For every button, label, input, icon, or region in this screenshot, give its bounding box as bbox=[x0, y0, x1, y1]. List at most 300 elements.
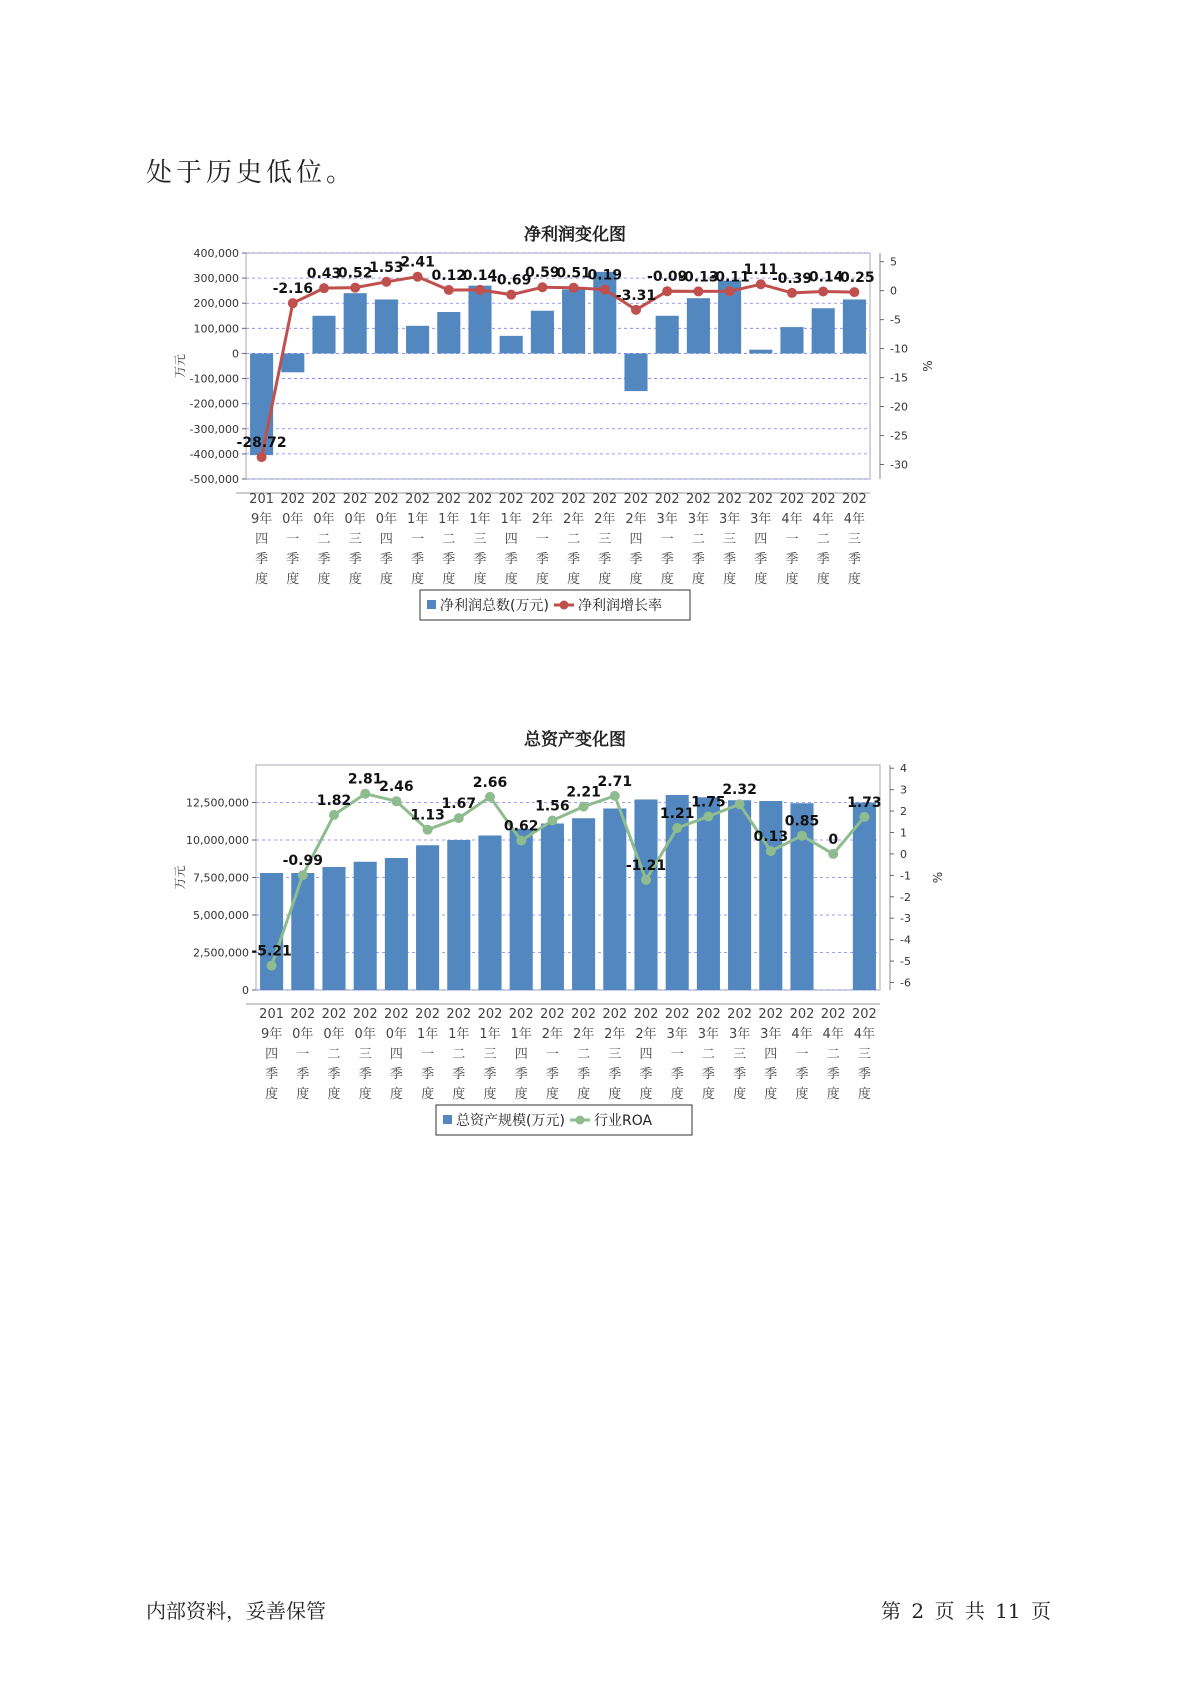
x-category-part: 二 bbox=[701, 1047, 715, 1062]
x-category-part: 一 bbox=[660, 532, 674, 547]
legend-line-marker bbox=[576, 1116, 585, 1125]
x-category-part: 度 bbox=[670, 1087, 684, 1102]
data-label: 1.73 bbox=[847, 794, 882, 811]
x-category-label bbox=[780, 492, 805, 587]
x-category-label bbox=[343, 492, 368, 587]
x-category-part: 度 bbox=[785, 572, 799, 587]
x-category-label bbox=[468, 492, 493, 587]
y-right-tick-label: -2 bbox=[900, 890, 911, 904]
x-category-part: 202 bbox=[539, 1007, 565, 1022]
line-point bbox=[423, 825, 433, 835]
bar bbox=[322, 867, 345, 990]
data-label: 2.21 bbox=[566, 784, 601, 801]
y-right-tick-label: 5 bbox=[890, 255, 897, 269]
x-category-part: 度 bbox=[348, 572, 362, 587]
x-category-label bbox=[405, 492, 430, 587]
x-category-part: 季 bbox=[411, 552, 425, 567]
x-category-part: 四 bbox=[639, 1047, 653, 1062]
x-category-part: 二 bbox=[816, 532, 830, 547]
x-category-part: 度 bbox=[847, 572, 861, 587]
x-category-part: 季 bbox=[691, 552, 705, 567]
x-category-label bbox=[811, 492, 836, 587]
x-category-part: 202 bbox=[789, 1007, 815, 1022]
bar bbox=[406, 326, 429, 354]
x-category-part: 季 bbox=[795, 1067, 809, 1082]
data-label: 0.12 bbox=[431, 267, 467, 284]
x-category-part: 季 bbox=[764, 1067, 778, 1082]
net-profit-chart bbox=[170, 220, 960, 680]
data-label: -0.13 bbox=[678, 269, 719, 286]
x-category-part: 202 bbox=[311, 492, 337, 507]
bar bbox=[260, 873, 283, 990]
line-point bbox=[569, 283, 579, 293]
data-label: -2.16 bbox=[272, 281, 313, 298]
x-category-part: 202 bbox=[405, 492, 431, 507]
line-point bbox=[828, 849, 838, 859]
x-category-part: 季 bbox=[733, 1067, 747, 1082]
legend bbox=[420, 590, 690, 620]
x-category-part: 一 bbox=[296, 1047, 310, 1062]
x-category-part: 202 bbox=[602, 1007, 628, 1022]
x-category-part: 1年 bbox=[479, 1027, 501, 1042]
x-category-part: 三 bbox=[723, 532, 737, 547]
x-category-label bbox=[290, 1007, 315, 1102]
y-right-tick-label: -25 bbox=[890, 429, 908, 443]
y-left-tick-label: 7,500,000 bbox=[193, 871, 249, 885]
x-category-part: 度 bbox=[473, 572, 487, 587]
y-right-label: % bbox=[931, 871, 945, 884]
x-category-label bbox=[592, 492, 617, 587]
y-left-tick-label: 0 bbox=[232, 347, 239, 361]
x-category-label bbox=[249, 492, 274, 587]
x-category-part: 度 bbox=[379, 572, 393, 587]
x-category-part: 3年 bbox=[728, 1027, 751, 1042]
y-left-tick-label: 300,000 bbox=[193, 272, 239, 286]
intro-text: 处于历史低位。 bbox=[146, 158, 357, 188]
y-right-tick-label: -6 bbox=[900, 976, 911, 990]
x-category-part: 季 bbox=[421, 1067, 435, 1082]
y-left-tick-label: -400,000 bbox=[189, 447, 239, 461]
x-category-part: 季 bbox=[286, 552, 300, 567]
x-category-part: 0年 bbox=[354, 1027, 376, 1042]
x-category-part: 202 bbox=[321, 1007, 347, 1022]
x-category-part: 2年 bbox=[594, 512, 616, 527]
data-label: 0.14 bbox=[462, 267, 498, 284]
bar bbox=[728, 800, 751, 990]
x-category-label bbox=[540, 1007, 565, 1102]
line-point bbox=[475, 285, 485, 295]
legend-line-label: 净利润增长率 bbox=[578, 598, 662, 614]
data-label: 0.85 bbox=[784, 813, 820, 830]
bar bbox=[572, 818, 595, 990]
x-category-label bbox=[353, 1007, 378, 1102]
data-label: -28.72 bbox=[236, 435, 287, 452]
x-category-part: 3年 bbox=[666, 1027, 688, 1042]
y-left-tick-label: -100,000 bbox=[189, 372, 239, 386]
x-category-part: 度 bbox=[723, 572, 737, 587]
x-category-part: 4年 bbox=[843, 512, 866, 527]
x-category-part: 1年 bbox=[406, 512, 429, 527]
data-label: -0.14 bbox=[803, 269, 844, 286]
x-category-part: 度 bbox=[535, 572, 549, 587]
data-label: 2.41 bbox=[400, 254, 435, 271]
x-category-part: 0年 bbox=[385, 1027, 408, 1042]
x-category-part: 4年 bbox=[812, 512, 834, 527]
data-label: 1.11 bbox=[743, 262, 779, 279]
x-category-label bbox=[727, 1007, 752, 1102]
x-category-part: 度 bbox=[691, 572, 705, 587]
bar bbox=[624, 353, 647, 391]
x-category-part: 4年 bbox=[781, 512, 803, 527]
x-category-part: 度 bbox=[255, 572, 269, 587]
y-left-tick-label: 0 bbox=[242, 984, 249, 997]
x-category-part: 季 bbox=[785, 552, 799, 567]
x-category-part: 202 bbox=[477, 1007, 503, 1022]
x-category-part: 度 bbox=[421, 1087, 435, 1102]
x-category-part: 四 bbox=[754, 532, 768, 547]
x-category-part: 二 bbox=[691, 532, 705, 547]
line-point bbox=[350, 283, 360, 293]
line-point bbox=[797, 831, 807, 841]
x-category-part: 4年 bbox=[853, 1027, 876, 1042]
x-category-part: 度 bbox=[265, 1087, 279, 1102]
bar bbox=[281, 353, 304, 372]
x-category-label bbox=[280, 492, 305, 587]
x-category-label bbox=[602, 1007, 627, 1102]
line-point bbox=[735, 799, 745, 809]
line-point bbox=[818, 286, 828, 296]
line-point bbox=[725, 286, 735, 296]
data-label: 0.51 bbox=[556, 265, 591, 282]
line-point bbox=[693, 286, 703, 296]
x-category-part: 一 bbox=[670, 1047, 684, 1062]
x-category-part: 202 bbox=[654, 492, 680, 507]
x-category-part: 度 bbox=[545, 1087, 559, 1102]
x-category-part: 202 bbox=[820, 1007, 846, 1022]
x-category-part: 202 bbox=[748, 492, 774, 507]
bar bbox=[385, 858, 408, 990]
bar bbox=[541, 824, 564, 991]
x-category-part: 202 bbox=[633, 1007, 659, 1022]
x-category-part: 4年 bbox=[822, 1027, 844, 1042]
x-category-part: 3年 bbox=[718, 512, 741, 527]
x-category-part: 202 bbox=[623, 492, 649, 507]
line-point bbox=[454, 813, 464, 823]
line-point bbox=[391, 796, 401, 806]
data-label: 0.19 bbox=[587, 267, 623, 284]
y-right-tick-label: -5 bbox=[890, 313, 901, 327]
x-category-part: 度 bbox=[514, 1087, 528, 1102]
x-category-part: 一 bbox=[795, 1047, 809, 1062]
line-point bbox=[381, 277, 391, 287]
x-category-part: 202 bbox=[727, 1007, 753, 1022]
x-category-part: 202 bbox=[592, 492, 618, 507]
data-label: 1.56 bbox=[535, 798, 570, 815]
y-right-tick-label: 1 bbox=[900, 826, 907, 840]
data-label: -0.09 bbox=[647, 269, 688, 286]
y-right-tick-label: -4 bbox=[900, 933, 911, 947]
x-category-part: 三 bbox=[608, 1047, 622, 1062]
chart-title: 净利润变化图 bbox=[524, 225, 626, 245]
line-point bbox=[485, 792, 495, 802]
legend-bar-swatch bbox=[443, 1115, 452, 1124]
x-category-part: 度 bbox=[442, 572, 456, 587]
x-category-part: 季 bbox=[608, 1067, 622, 1082]
data-label: 0.52 bbox=[337, 265, 373, 282]
data-label: -5.21 bbox=[251, 943, 292, 960]
line-point bbox=[766, 846, 776, 856]
line-point bbox=[288, 298, 298, 308]
x-category-label bbox=[717, 492, 742, 587]
x-category-part: 0年 bbox=[313, 512, 335, 527]
data-label: -0.69 bbox=[491, 272, 532, 289]
x-category-part: 2年 bbox=[604, 1027, 626, 1042]
data-label: 0.43 bbox=[306, 266, 342, 283]
data-label: -0.39 bbox=[771, 270, 813, 287]
line-point bbox=[672, 823, 682, 833]
x-category-part: 季 bbox=[598, 552, 612, 567]
y-left-tick-label: 200,000 bbox=[193, 297, 239, 311]
x-category-part: 度 bbox=[629, 572, 643, 587]
x-category-part: 度 bbox=[296, 1087, 310, 1102]
x-category-part: 季 bbox=[442, 552, 456, 567]
x-category-part: 度 bbox=[317, 572, 331, 587]
line-point bbox=[444, 285, 454, 295]
x-category-part: 三 bbox=[733, 1047, 747, 1062]
x-category-part: 度 bbox=[816, 572, 830, 587]
x-category-label bbox=[259, 1007, 284, 1102]
x-category-part: 度 bbox=[733, 1087, 747, 1102]
x-category-part: 1年 bbox=[510, 1027, 532, 1042]
x-category-part: 2年 bbox=[572, 1027, 595, 1042]
line-point bbox=[579, 802, 589, 812]
y-right-tick-label: -10 bbox=[890, 342, 908, 356]
x-category-part: 三 bbox=[847, 532, 861, 547]
x-category-part: 四 bbox=[514, 1047, 528, 1062]
y-right-tick-label: -1 bbox=[900, 869, 911, 883]
x-category-part: 季 bbox=[514, 1067, 528, 1082]
bar bbox=[468, 286, 491, 354]
y-right-tick-label: -20 bbox=[890, 400, 908, 414]
x-category-part: 度 bbox=[358, 1087, 372, 1102]
bar bbox=[593, 272, 616, 354]
x-category-part: 季 bbox=[567, 552, 581, 567]
data-label: -0.25 bbox=[834, 270, 875, 287]
y-right-tick-label: -15 bbox=[890, 371, 908, 385]
data-label: -0.99 bbox=[282, 853, 323, 870]
x-category-part: 3年 bbox=[687, 512, 710, 527]
y-right-tick-label: 4 bbox=[900, 762, 907, 776]
data-label: 1.21 bbox=[659, 806, 695, 822]
x-category-part: 2年 bbox=[562, 512, 585, 527]
x-category-part: 度 bbox=[483, 1087, 497, 1102]
x-category-part: 3年 bbox=[750, 512, 772, 527]
x-category-label bbox=[374, 492, 399, 587]
data-label: 0 bbox=[828, 831, 839, 848]
x-category-part: 202 bbox=[280, 492, 306, 507]
x-category-part: 9年 bbox=[250, 512, 273, 527]
bar bbox=[375, 299, 398, 353]
x-category-label bbox=[748, 492, 773, 587]
x-category-part: 202 bbox=[467, 492, 493, 507]
chart-svg bbox=[170, 725, 960, 1185]
x-category-part: 度 bbox=[452, 1087, 466, 1102]
x-category-part: 二 bbox=[317, 532, 331, 547]
x-category-part: 2年 bbox=[625, 512, 647, 527]
x-category-part: 季 bbox=[577, 1067, 591, 1082]
x-category-part: 二 bbox=[442, 532, 456, 547]
x-category-part: 四 bbox=[265, 1047, 279, 1062]
x-category-part: 四 bbox=[764, 1047, 778, 1062]
line-point bbox=[506, 290, 516, 300]
x-category-part: 1年 bbox=[438, 512, 460, 527]
x-category-label bbox=[384, 1007, 409, 1102]
bar bbox=[843, 299, 866, 353]
x-category-part: 202 bbox=[373, 492, 399, 507]
x-category-label bbox=[624, 492, 649, 587]
x-category-label bbox=[436, 492, 461, 587]
x-category-part: 1年 bbox=[416, 1027, 439, 1042]
data-label: -1.21 bbox=[625, 857, 667, 874]
x-category-part: 季 bbox=[629, 552, 643, 567]
x-category-part: 季 bbox=[296, 1067, 310, 1082]
x-category-part: 一 bbox=[545, 1047, 559, 1062]
y-left-tick-label: 2,500,000 bbox=[193, 946, 249, 960]
bar bbox=[312, 316, 335, 354]
x-category-part: 三 bbox=[598, 532, 612, 547]
x-category-part: 0年 bbox=[282, 512, 304, 527]
bar bbox=[510, 829, 533, 990]
line-point bbox=[610, 791, 620, 801]
x-category-part: 一 bbox=[286, 532, 300, 547]
x-category-label bbox=[842, 492, 867, 587]
line-point bbox=[257, 452, 267, 462]
x-category-part: 度 bbox=[598, 572, 612, 587]
y-right-tick-label: -3 bbox=[900, 912, 911, 926]
x-category-part: 202 bbox=[758, 1007, 784, 1022]
line-point bbox=[849, 287, 859, 297]
bar bbox=[697, 797, 720, 990]
y-right-tick-label: -5 bbox=[900, 955, 911, 969]
bar bbox=[853, 803, 876, 991]
x-category-part: 四 bbox=[379, 532, 393, 547]
line-point bbox=[267, 961, 277, 971]
x-category-part: 四 bbox=[389, 1047, 403, 1062]
x-category-part: 度 bbox=[857, 1087, 871, 1102]
x-category-part: 202 bbox=[529, 492, 555, 507]
x-category-part: 二 bbox=[826, 1047, 840, 1062]
x-category-part: 2年 bbox=[531, 512, 554, 527]
y-right-tick-label: 0 bbox=[900, 847, 907, 861]
line-point bbox=[703, 811, 713, 821]
x-category-part: 9年 bbox=[260, 1027, 283, 1042]
y-right-tick-label: -30 bbox=[890, 458, 908, 472]
x-category-part: 四 bbox=[629, 532, 643, 547]
y-right-label: % bbox=[921, 360, 935, 372]
x-category-part: 度 bbox=[286, 572, 300, 587]
line-point bbox=[537, 282, 547, 292]
x-category-part: 季 bbox=[701, 1067, 715, 1082]
x-category-part: 202 bbox=[810, 492, 836, 507]
x-category-part: 季 bbox=[265, 1067, 279, 1082]
x-category-part: 度 bbox=[795, 1087, 809, 1102]
chart-svg bbox=[170, 220, 960, 680]
x-category-part: 0年 bbox=[292, 1027, 314, 1042]
x-category-label bbox=[571, 1007, 596, 1102]
x-category-label bbox=[790, 1007, 815, 1102]
x-category-part: 202 bbox=[415, 1007, 441, 1022]
data-label: 1.82 bbox=[316, 792, 352, 809]
x-category-part: 4年 bbox=[791, 1027, 813, 1042]
bar bbox=[687, 298, 710, 353]
x-category-part: 度 bbox=[504, 572, 518, 587]
x-category-part: 202 bbox=[446, 1007, 472, 1022]
x-category-part: 度 bbox=[389, 1087, 403, 1102]
x-category-part: 度 bbox=[608, 1087, 622, 1102]
x-category-part: 季 bbox=[255, 552, 269, 567]
x-category-part: 202 bbox=[498, 492, 524, 507]
bar bbox=[437, 312, 460, 353]
x-category-label bbox=[852, 1007, 877, 1102]
x-category-part: 一 bbox=[411, 532, 425, 547]
x-category-label bbox=[509, 1007, 534, 1102]
data-label: 2.81 bbox=[347, 771, 383, 788]
x-category-part: 季 bbox=[857, 1067, 871, 1082]
footer-left: 内部资料，妥善保管 bbox=[146, 1599, 326, 1623]
line-point bbox=[787, 288, 797, 298]
x-category-label bbox=[499, 492, 524, 587]
x-category-part: 202 bbox=[717, 492, 743, 507]
line-point bbox=[547, 816, 557, 826]
line-point bbox=[319, 283, 329, 293]
x-category-part: 度 bbox=[660, 572, 674, 587]
x-category-part: 三 bbox=[483, 1047, 497, 1062]
x-category-part: 二 bbox=[577, 1047, 591, 1062]
x-category-part: 一 bbox=[421, 1047, 435, 1062]
data-label: 0.13 bbox=[753, 829, 789, 846]
bar bbox=[291, 873, 314, 990]
bar bbox=[344, 293, 367, 353]
x-category-part: 度 bbox=[567, 572, 581, 587]
x-category-part: 三 bbox=[358, 1047, 372, 1062]
bar bbox=[812, 308, 835, 353]
line-point bbox=[298, 870, 308, 880]
data-label: 1.13 bbox=[410, 807, 445, 824]
legend-bar-swatch bbox=[427, 600, 436, 609]
x-category-part: 季 bbox=[504, 552, 518, 567]
legend-bar-label: 总资产规模(万元) bbox=[456, 1113, 565, 1129]
x-category-part: 0年 bbox=[344, 512, 366, 527]
x-category-label bbox=[655, 492, 680, 587]
x-category-part: 季 bbox=[535, 552, 549, 567]
x-category-part: 季 bbox=[317, 552, 331, 567]
x-category-part: 四 bbox=[504, 532, 518, 547]
y-left-label: 万元 bbox=[173, 865, 187, 890]
bar bbox=[447, 840, 470, 990]
x-category-part: 度 bbox=[826, 1087, 840, 1102]
bar bbox=[478, 836, 501, 991]
x-category-part: 四 bbox=[255, 532, 269, 547]
line-point bbox=[413, 272, 423, 282]
legend bbox=[436, 1105, 692, 1135]
x-category-part: 季 bbox=[816, 552, 830, 567]
x-category-part: 202 bbox=[561, 492, 587, 507]
x-category-part: 季 bbox=[348, 552, 362, 567]
y-left-tick-label: -200,000 bbox=[189, 397, 239, 411]
x-category-label bbox=[561, 492, 586, 587]
x-category-part: 2年 bbox=[635, 1027, 657, 1042]
x-category-label bbox=[530, 492, 555, 587]
